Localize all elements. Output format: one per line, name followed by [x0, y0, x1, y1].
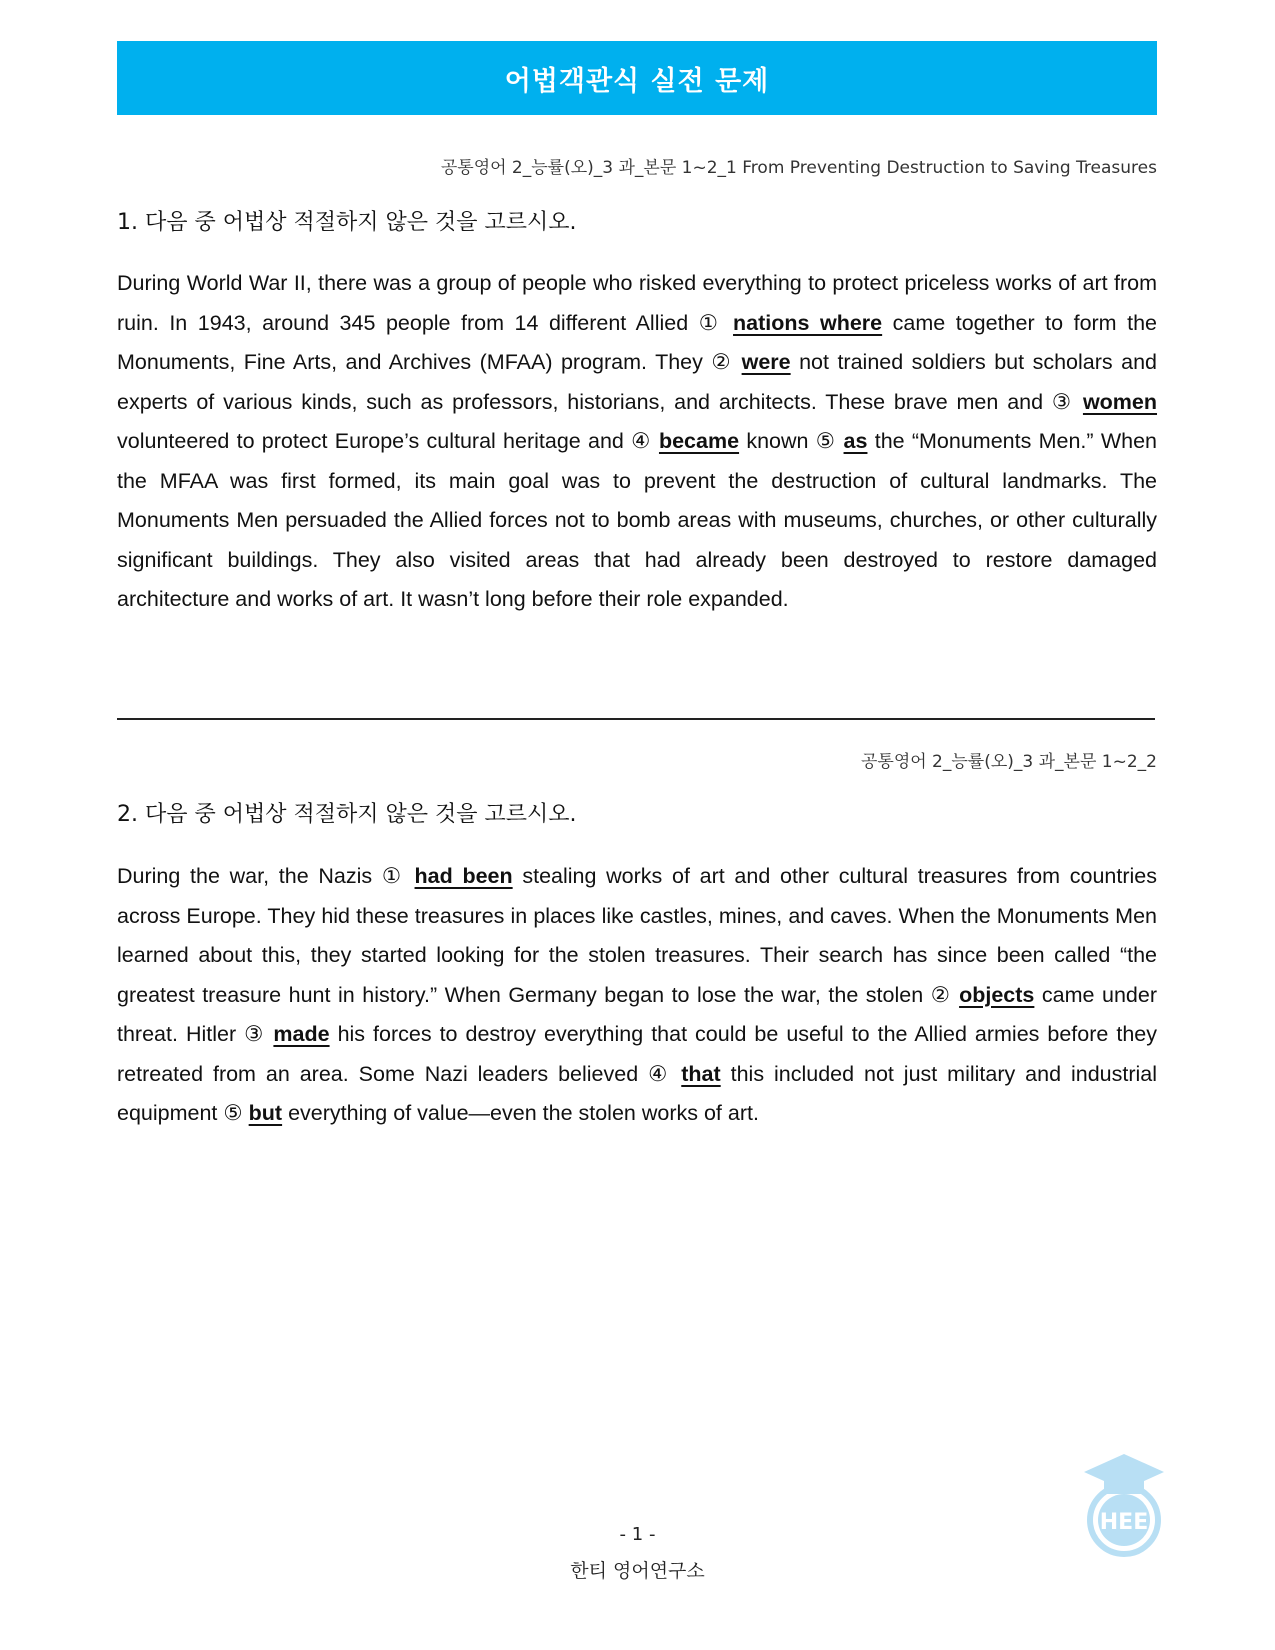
option-marker: ④ — [631, 429, 652, 453]
option-2-text: objects — [959, 982, 1035, 1007]
passage-text: known — [739, 429, 816, 453]
question-1-source: 공통영어 2_능률(오)_3 과_본문 1~2_1 From Preventing Destruction to Saving Treasures — [440, 158, 1157, 178]
option-2-text: were — [741, 350, 791, 374]
passage-text: not trained soldiers but scholars and experts of various kinds, such as professors, historians, and architects. These brave men and — [117, 350, 1157, 414]
passage-text: the “Monuments Men.” When the MFAA was first formed, its main goal was to prevent the destruction of cultural landmarks. The Monuments Men persuaded the Allied forces not to bomb areas with museums, churches, or other culturally significant buildings. They also visited areas that had already been destroyed to restore damaged architecture and works of art. It wasn’t long before their role expanded. — [117, 429, 1157, 611]
passage-text: everything of value—even the stolen works of art. — [282, 1101, 759, 1125]
passage-text: this included not just military and industrial equipment — [117, 1061, 1158, 1125]
option-5-text: as — [843, 429, 868, 453]
option-marker: ① — [381, 864, 405, 888]
passage-text: his forces to destroy everything that could be useful to the Allied armies before they retreated from an area. Some Nazi leaders believed — [117, 1022, 1157, 1086]
question-2-prompt: 2. 다음 중 어법상 적절하지 않은 것을 고르시오. — [117, 802, 577, 827]
option-3-text: made — [273, 1022, 330, 1046]
option-marker: ① — [698, 310, 723, 335]
option-marker: ② — [711, 350, 734, 374]
passage-text: During the war, the Nazis — [117, 864, 382, 888]
option-4-text: that — [681, 1061, 721, 1086]
passage-text: During World War II, there was a group of people who risked everything to protect priceless works of art from ruin. In 1943, around 345 people from 14 different Allied — [117, 271, 1157, 335]
question-2-source: 공통영어 2_능률(오)_3 과_본문 1~2_2 — [860, 752, 1157, 772]
page-number: - 1 - — [619, 1524, 656, 1545]
question-1-prompt: 1. 다음 중 어법상 적절하지 않은 것을 고르시오. — [117, 210, 577, 235]
option-5-text: but — [248, 1101, 283, 1125]
option-1-text: had been — [414, 864, 513, 888]
option-4-text: became — [658, 429, 740, 453]
passage-text: came together to form the Monuments, Fine Arts, and Archives (MFAA) program. They — [117, 310, 1157, 374]
option-3-text: women — [1082, 389, 1158, 414]
option-marker: ② — [930, 982, 952, 1007]
option-1-text: nations where — [733, 310, 883, 335]
option-marker: ⑤ — [223, 1101, 243, 1125]
option-marker: ④ — [648, 1061, 672, 1086]
title-banner — [117, 41, 1157, 115]
question-1-passage — [117, 264, 1157, 620]
option-marker: ⑤ — [815, 429, 837, 453]
question-2-passage — [117, 857, 1157, 1134]
passage-text: came under threat. Hitler — [117, 982, 1157, 1046]
section-divider — [117, 718, 1155, 720]
footer-label: 한티 영어연구소 — [570, 1560, 705, 1582]
logo-text: HEE — [1099, 1510, 1149, 1535]
page-title: 어법객관식 실전 문제 — [504, 65, 770, 97]
passage-text: stealing works of art and other cultural treasures from countries across Europe. They hid these treasures in places like castles, mines, and caves. When the Monuments Men learned about this, they started looking for the stolen treasures. Their search has since been called “the greatest treasure hunt in history.” When Germany began to lose the war, the stolen — [117, 864, 1157, 1007]
option-marker: ③ — [1051, 389, 1075, 414]
option-marker: ③ — [244, 1022, 266, 1046]
passage-text: volunteered to protect Europe’s cultural heritage and — [117, 429, 632, 453]
